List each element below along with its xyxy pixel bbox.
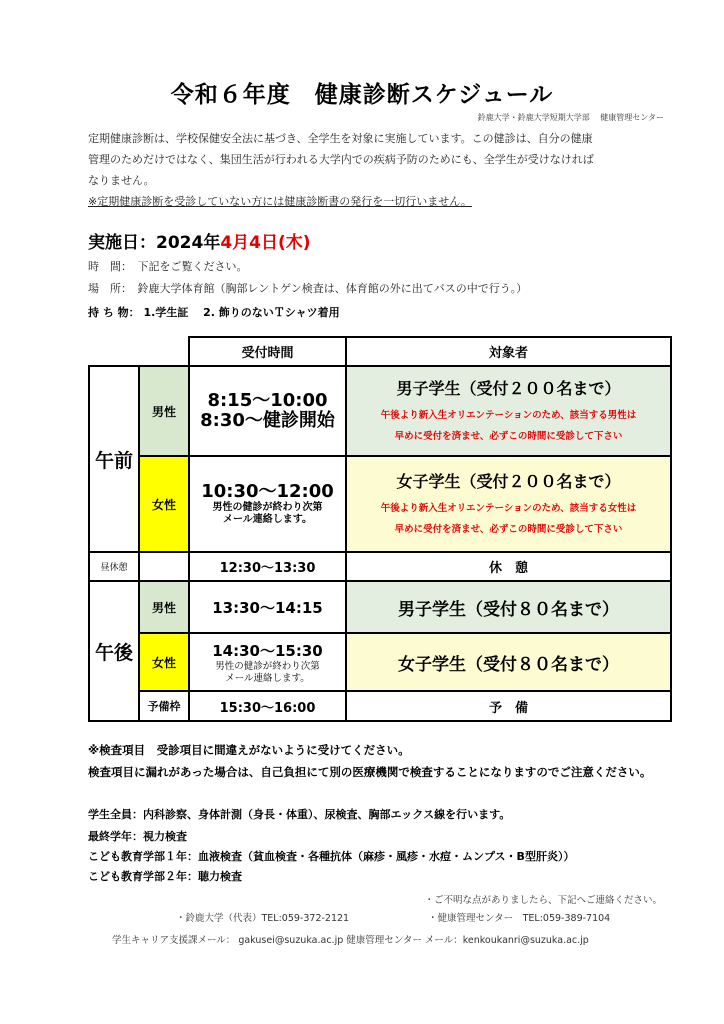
table-row (89, 633, 671, 691)
note-kodomo-1: こども教育学部１年：血液検査（貧血検査・各種抗体（麻疹・風疹・水痘・ムンプス・B型肝炎）） (88, 850, 575, 863)
time-cell: 13:30～14:15 (189, 581, 346, 633)
target-cell (346, 456, 671, 552)
contact-health-center: ・健康管理センター TEL:059-389-7104 (428, 913, 611, 924)
target-name: 女子学生（受付２００名まで） (396, 471, 621, 491)
time-value: 8:30～健診開始 (200, 410, 335, 431)
time-cell (189, 456, 346, 552)
period-am: 午前 (89, 366, 139, 552)
header-target: 対象者 (346, 337, 671, 366)
table-row (89, 691, 671, 721)
gender-female: 女性 (139, 456, 189, 552)
target-cell: 女子学生（受付８０名まで） (346, 633, 671, 691)
intro-line-1: 定期健康診断は、学校保健安全法に基づき、全学生を対象に実施しています。この健診は、自分の健康 (88, 132, 593, 145)
exam-date (88, 228, 311, 253)
time-sub: 男性の健診が終わり次第 (215, 660, 320, 672)
lunch-label: 昼休憩 (89, 552, 139, 581)
header-blank (89, 337, 189, 366)
intro-note: ※定期健康診断を受診していない方には健康診断書の発行を一切行いません。 (88, 195, 472, 208)
exam-date-day: 4月4日(木) (220, 233, 311, 253)
note-warning: 検査項目に漏れがあった場合は、自己負担にて別の医療機関で検査することになりますのでご注意ください。 (88, 765, 652, 779)
reserve-time: 15:30～16:00 (189, 691, 346, 721)
target-note: 午後より新入生オリエンテーションのため、該当する女性は (380, 502, 637, 514)
time-cell (189, 633, 346, 691)
table-row (89, 366, 671, 456)
contact-intro: ・ご不明な点がありましたら、下記へご連絡ください。 (424, 895, 662, 906)
table-row (89, 581, 671, 633)
table-row (89, 552, 671, 581)
table-row (89, 456, 671, 552)
schedule-table (88, 336, 672, 722)
target-cell: 男子学生（受付８０名まで） (346, 581, 671, 633)
table-header-row (89, 337, 671, 366)
time-value: 14:30～15:30 (212, 641, 323, 660)
note-kodomo-2: こども教育学部２年：聴力検査 (88, 870, 242, 883)
intro-line-3: なりません。 (88, 174, 155, 187)
gender-female: 女性 (139, 633, 189, 691)
note-final-year: 最終学年：視力検査 (88, 830, 187, 843)
time-sub: メール連絡します。 (225, 672, 310, 684)
target-note: 早めに受付を済ませ、必ずこの時間に受診して下さい (394, 430, 623, 442)
lunch-time: 12:30～13:30 (189, 552, 346, 581)
empty-cell (139, 552, 189, 581)
target-note: 早めに受付を済ませ、必ずこの時間に受診して下さい (394, 523, 623, 535)
target-note: 午後より新入生オリエンテーションのため、該当する男性は (380, 409, 637, 421)
time-sub: メール連絡します。 (223, 514, 312, 525)
header-time: 受付時間 (189, 337, 346, 366)
note-all-students: 学生全員：内科診察、身体計測（身長・体重）、尿検査、胸部エックス線を行います。 (88, 808, 511, 821)
lunch-target: 休 憩 (346, 552, 671, 581)
period-pm: 午後 (89, 581, 139, 721)
reserve-target: 予 備 (346, 691, 671, 721)
place-info: 場 所： 鈴鹿大学体育館（胸部レントゲン検査は、体育館の外に出てバスの中で行う。） (88, 282, 528, 295)
reserve-label: 予備枠 (139, 691, 189, 721)
gender-male: 男性 (139, 581, 189, 633)
gender-male: 男性 (139, 366, 189, 456)
items-to-bring: 持 ち 物： 1.学生証 2. 飾りのないＴシャツ着用 (88, 306, 340, 319)
exam-date-label: 実施日：2024年 (88, 233, 221, 253)
time-sub: 男性の健診が終わり次第 (212, 502, 323, 513)
time-cell (189, 366, 346, 456)
target-cell (346, 366, 671, 456)
contact-emails: 学生キャリア支援課メール： gakusei@suzuka.ac.jp 健康管理センター メール：kenkoukanri@suzuka.ac.jp (112, 935, 589, 946)
organization: 鈴鹿大学・鈴鹿大学短期大学部 健康管理センター (477, 113, 664, 122)
intro-line-2: 管理のためだけではなく、集団生活が行われる大学内での疾病予防のためにも、全学生が受けなければ (88, 153, 594, 166)
contact-university: ・鈴鹿大学（代表）TEL:059-372-2121 (176, 913, 350, 924)
intro-text (88, 128, 678, 212)
time-value: 10:30～12:00 (201, 481, 334, 502)
target-name: 男子学生（受付２００名まで） (396, 378, 621, 398)
note-items-header: ※検査項目 受診項目に間違えがないように受けてください。 (88, 743, 410, 757)
time-info: 時 間： 下記をご覧ください。 (88, 260, 248, 273)
page-title: 令和６年度 健康診断スケジュール (170, 82, 554, 108)
time-value: 8:15～10:00 (207, 390, 328, 411)
